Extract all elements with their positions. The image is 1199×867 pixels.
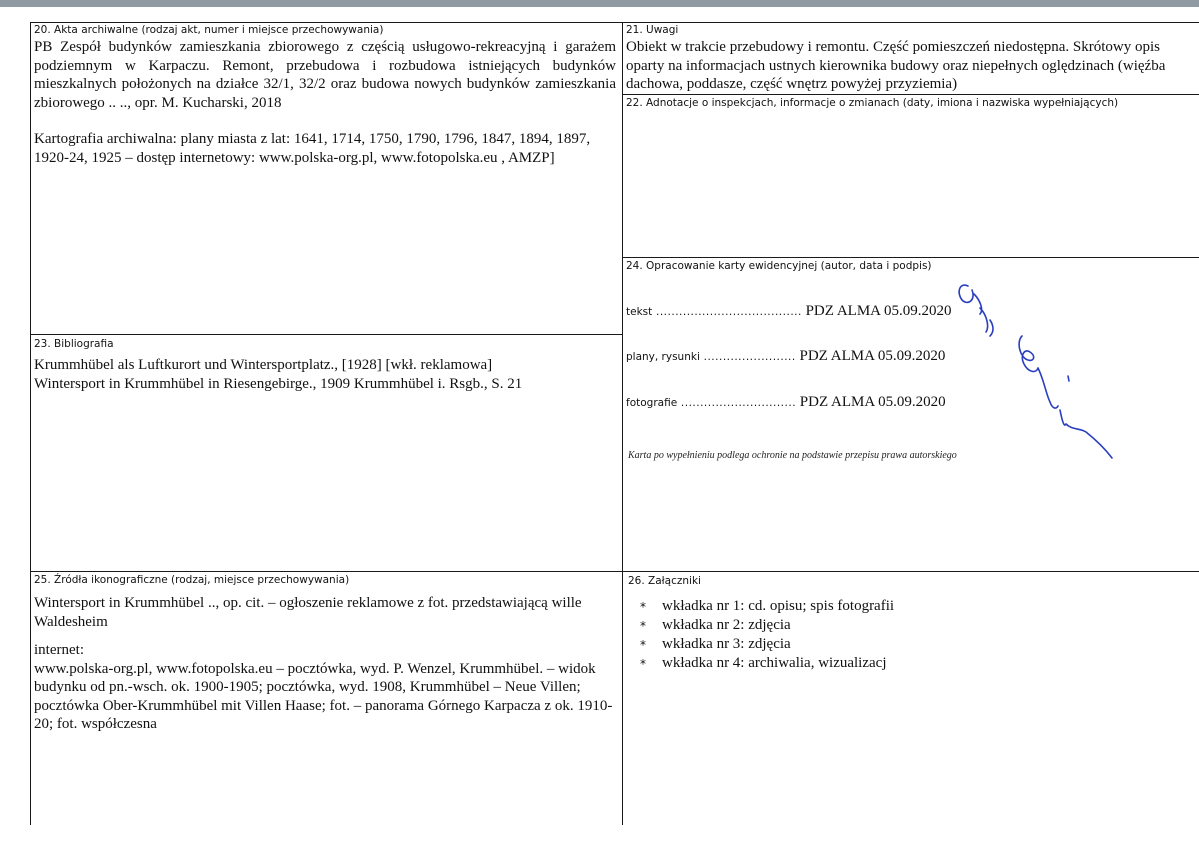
s24-row-text bbox=[626, 303, 951, 320]
list-item bbox=[640, 597, 1180, 616]
asterisk-bullet-icon: * bbox=[640, 600, 646, 614]
s24-row-label: tekst bbox=[626, 306, 653, 318]
handwritten-signature bbox=[950, 270, 1120, 470]
s26-attachments-list bbox=[640, 597, 1180, 673]
s24-row-photos bbox=[626, 394, 946, 411]
divider-s22-s24 bbox=[622, 257, 1199, 258]
attachment-label: wkładka nr 3: zdjęcia bbox=[662, 636, 791, 652]
list-item bbox=[640, 635, 1180, 654]
divider-middle-row bbox=[30, 571, 1199, 572]
s20-header: 20. Akta archiwalne (rodzaj akt, numer i miejsce przechowywania) bbox=[34, 24, 384, 36]
s26-header: 26. Załączniki bbox=[628, 575, 701, 587]
scan-top-edge bbox=[0, 0, 1199, 7]
divider-vertical-middle bbox=[622, 22, 623, 825]
s24-row-value: PDZ ALMA 05.09.2020 bbox=[805, 303, 952, 319]
s24-row-plans bbox=[626, 348, 945, 365]
attachment-label: wkładka nr 4: archiwalia, wizualizacj bbox=[662, 655, 887, 671]
s25-internet-sources: www.polska-org.pl, www.fotopolska.eu – pocztówka, wyd. P. Wenzel, Krummhübel. – widok budynku od pn.-wsch. ok. 1900-1905; pocztówka, wyd. 1908, Krummhübel – Neue Villen; pocztówka Ober-Krummhübel mit Villen Haase; fot. – panorama Górnego Karpacza z ok. 1910-20; fot. współczesna bbox=[34, 660, 613, 732]
s21-header: 21. Uwagi bbox=[626, 24, 679, 36]
s24-copyright-note: Karta po wypełnieniu podlega ochronie na podstawie przepisu prawa autorskiego bbox=[628, 450, 957, 461]
s24-row-label: fotografie bbox=[626, 397, 678, 409]
s24-header: 24. Opracowanie karty ewidencyjnej (autor, data i podpis) bbox=[626, 260, 932, 272]
list-item bbox=[640, 616, 1180, 635]
s25-internet-label: internet: bbox=[34, 642, 84, 658]
s24-row-dots: ........................ bbox=[703, 351, 796, 363]
s20-building-project: PB Zespół budynków zamieszkania zbiorowego z częścią usługowo-rekreacyjną i garażem podziemnym w Karpaczu. Remont, przebudowa i rozbudowa istniejących budynków mieszkalnych położonych na działce 32/1, 32/2 oraz budowa nowych budynków zamieszkania zbiorowego .. .., opr. M. Kucharski, 2018 bbox=[34, 39, 616, 111]
asterisk-bullet-icon: * bbox=[640, 657, 646, 671]
divider-s21-s22 bbox=[622, 94, 1199, 95]
attachment-label: wkładka nr 2: zdjęcia bbox=[662, 617, 791, 633]
s20-cartography: Kartografia archiwalna: plany miasta z lat: 1641, 1714, 1750, 1790, 1796, 1847, 1894, 1897, 1920-24, 1925 – dostęp internetowy: www.polska-org.pl, www.fotopolska.eu , AMZP] bbox=[34, 131, 591, 166]
s25-source-1: Wintersport in Krummhübel .., op. cit. – ogłoszenie reklamowe z fot. przedstawiającą wille Waldesheim bbox=[34, 595, 582, 630]
s23-header: 23. Bibliografia bbox=[34, 338, 114, 350]
s20-content bbox=[34, 38, 616, 167]
divider-vertical-left bbox=[30, 22, 31, 825]
s24-row-value: PDZ ALMA 05.09.2020 bbox=[799, 394, 946, 410]
asterisk-bullet-icon: * bbox=[640, 619, 646, 633]
s22-header: 22. Adnotacje o inspekcjach, informacje o zmianach (daty, imiona i nazwiska wypełniających) bbox=[626, 97, 1119, 109]
s23-bibliography bbox=[34, 356, 616, 393]
s21-remarks: Obiekt w trakcie przebudowy i remontu. Część pomieszczeń niedostępna. Skrótowy opis oparty na informacjach ustnych kierownika budowy oraz niepełnych oględzinach (więźba dachowa, poddasze, część wnętrz powyżej przyziemia) bbox=[626, 39, 1166, 92]
divider-s20-s23 bbox=[30, 334, 623, 335]
s24-row-dots: .............................. bbox=[680, 397, 797, 409]
s25-content bbox=[34, 594, 614, 734]
divider-top bbox=[30, 22, 1199, 23]
s25-header: 25. Źródła ikonograficzne (rodzaj, miejsce przechowywania) bbox=[34, 574, 350, 586]
s23-entry-2: Wintersport in Krummhübel in Riesengebirge., 1909 Krummhübel i. Rsgb., S. 21 bbox=[34, 375, 523, 392]
list-item bbox=[640, 654, 1180, 673]
asterisk-bullet-icon: * bbox=[640, 638, 646, 652]
s24-row-label: plany, rysunki bbox=[626, 351, 700, 363]
attachment-label: wkładka nr 1: cd. opisu; spis fotografii bbox=[662, 598, 895, 614]
s24-row-value: PDZ ALMA 05.09.2020 bbox=[799, 348, 946, 364]
s24-row-dots: ...................................... bbox=[656, 306, 802, 318]
s23-entry-1: Krummhübel als Luftkurort und Wintersportplatz., [1928] [wkł. reklamowa] bbox=[34, 357, 493, 373]
